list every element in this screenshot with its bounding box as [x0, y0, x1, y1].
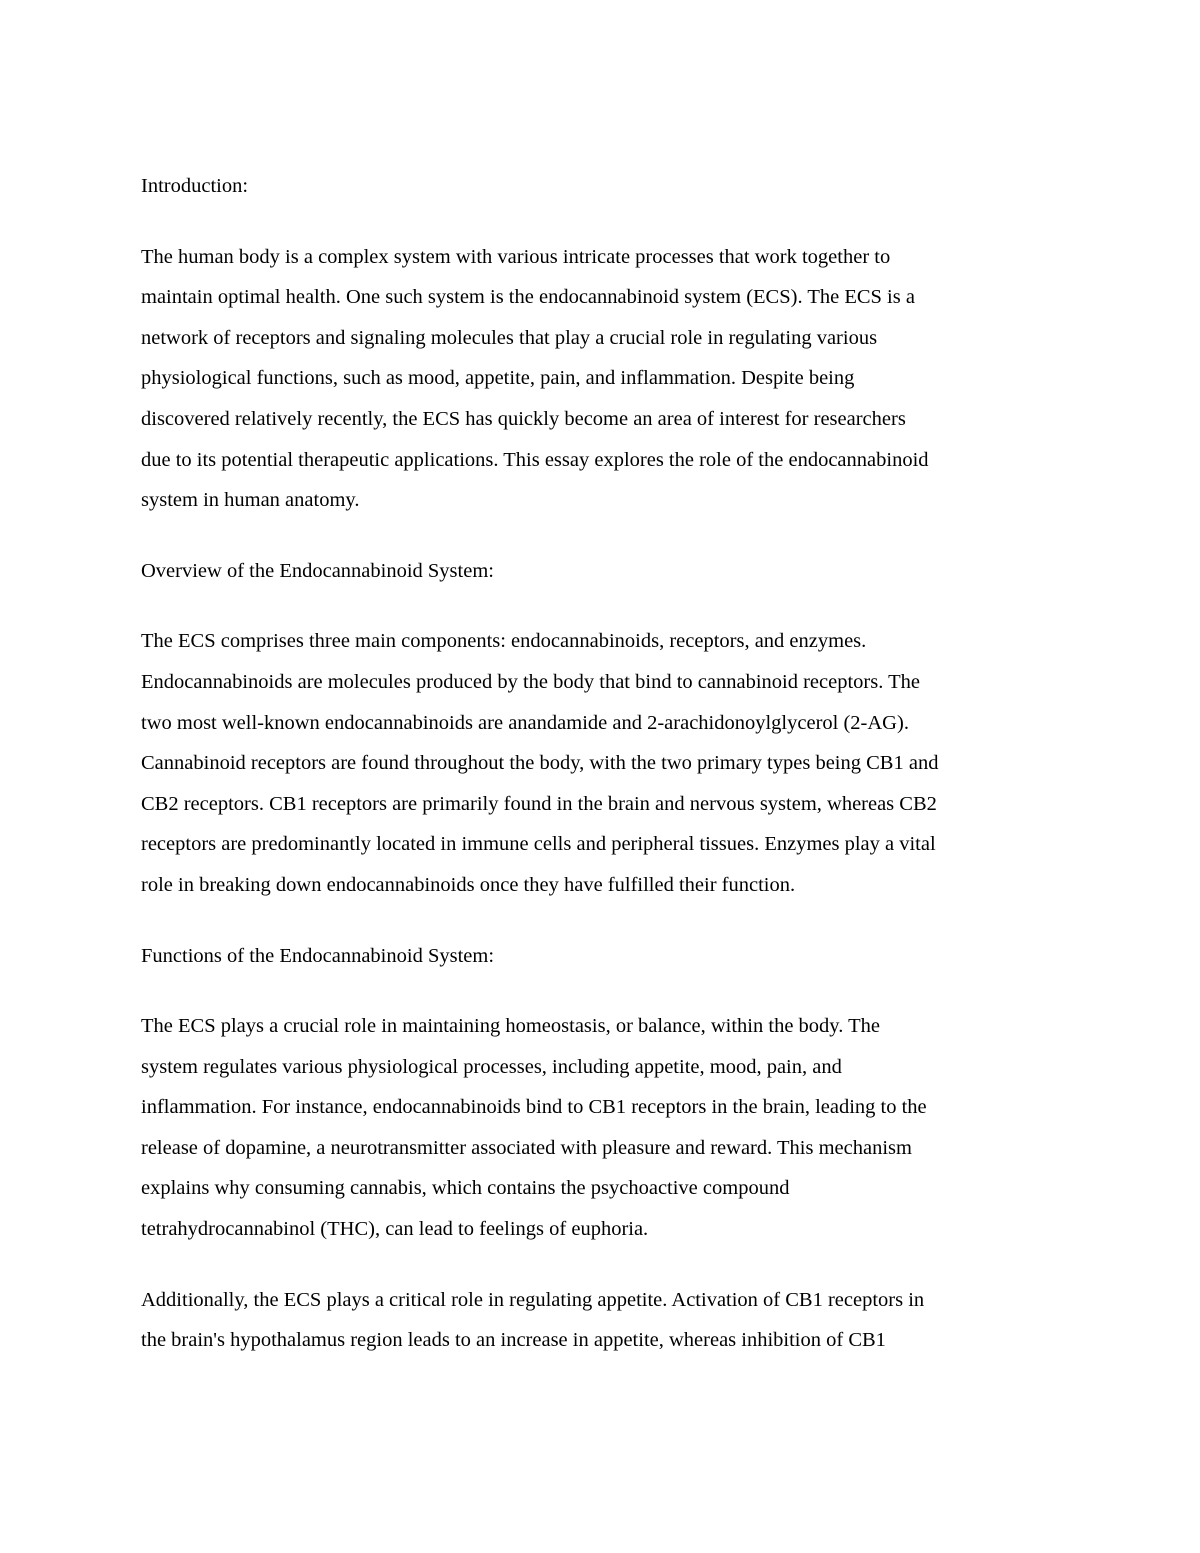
paragraph-line: The human body is a complex system with various intricate processes that work together to	[141, 245, 891, 268]
paragraph-line: maintain optimal health. One such system is the endocannabinoid system (ECS). The ECS is a	[141, 286, 915, 309]
paragraph-line: system regulates various physiological processes, including appetite, mood, pain, and	[141, 1055, 842, 1078]
paragraph-line: tetrahydrocannabinol (THC), can lead to feelings of euphoria.	[141, 1218, 649, 1241]
paragraph-gap	[141, 1250, 1061, 1280]
paragraph-line: The ECS comprises three main components: endocannabinoids, receptors, and enzymes.	[141, 630, 867, 653]
paragraph-line: receptors are predominantly located in immune cells and peripheral tissues. Enzymes play a vital	[141, 833, 936, 856]
paragraph-line: inflammation. For instance, endocannabinoids bind to CB1 receptors in the brain, leading to the	[141, 1096, 927, 1119]
paragraph-line: system in human anatomy.	[141, 489, 360, 512]
paragraph-line: two most well-known endocannabinoids are anandamide and 2-arachidonoylglycerol (2-AG).	[141, 711, 909, 734]
paragraph-line: network of receptors and signaling molecules that play a crucial role in regulating various	[141, 326, 878, 349]
paragraph-line: due to its potential therapeutic applications. This essay explores the role of the endocannabinoid	[141, 448, 929, 471]
paragraph-line: release of dopamine, a neurotransmitter associated with pleasure and reward. This mechanism	[141, 1136, 912, 1159]
paragraph-line: The ECS plays a crucial role in maintaining homeostasis, or balance, within the body. The	[141, 1015, 880, 1038]
paragraph-line: explains why consuming cannabis, which contains the psychoactive compound	[141, 1177, 790, 1200]
paragraph-gap	[141, 207, 1061, 237]
section-heading-overview: Overview of the Endocannabinoid System:	[141, 559, 494, 582]
paragraph-line: the brain's hypothalamus region leads to an increase in appetite, whereas inhibition of CB1	[141, 1329, 886, 1352]
paragraph-line: CB2 receptors. CB1 receptors are primarily found in the brain and nervous system, whereas CB2	[141, 792, 937, 815]
paragraph-line: discovered relatively recently, the ECS has quickly become an area of interest for researchers	[141, 407, 906, 430]
paragraph-line: Additionally, the ECS plays a critical role in regulating appetite. Activation of CB1 receptors in	[141, 1288, 925, 1311]
paragraph-gap	[141, 521, 1061, 551]
paragraph-gap	[141, 906, 1061, 936]
paragraph-line: Cannabinoid receptors are found throughout the body, with the two primary types being CB1 and	[141, 752, 939, 775]
paragraph-line: Endocannabinoids are molecules produced by the body that bind to cannabinoid receptors. The	[141, 670, 920, 693]
section-heading-functions: Functions of the Endocannabinoid System:	[141, 944, 495, 967]
paragraph-gap	[141, 591, 1061, 621]
document-body	[141, 166, 1061, 1361]
paragraph-line: physiological functions, such as mood, appetite, pain, and inflammation. Despite being	[141, 367, 855, 390]
paragraph-gap	[141, 976, 1061, 1006]
section-heading-introduction: Introduction:	[141, 175, 249, 197]
paragraph-line: role in breaking down endocannabinoids once they have fulfilled their function.	[141, 873, 796, 896]
